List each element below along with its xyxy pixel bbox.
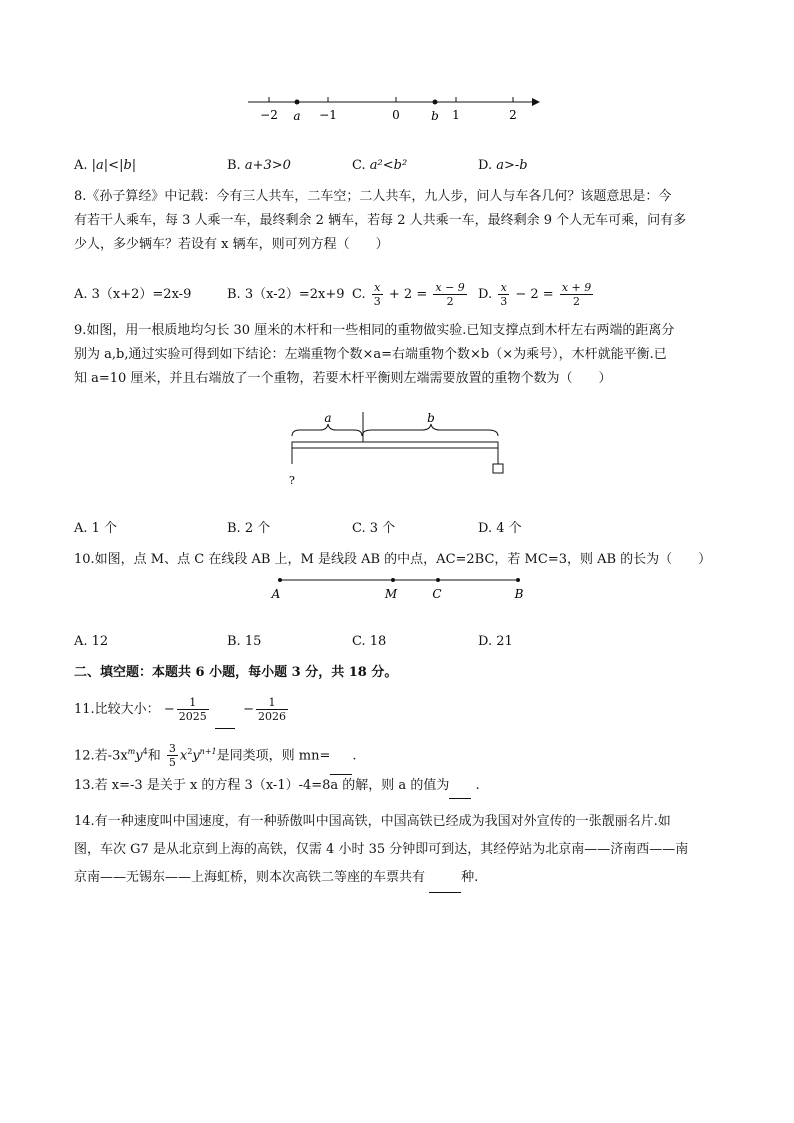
tick-label: b: [431, 109, 439, 123]
q10-option-d: D. 21: [478, 634, 513, 649]
q9-options: [74, 517, 722, 541]
q11-fraction-1: $\frac{1}{2025}$: [178, 696, 207, 723]
q10-option-c: C. 18: [352, 634, 387, 649]
q8-line: 8.《孙子算经》中记载：今有三人共车，二车空；二人共车，九人步，问人与车各几何？该题意思是：今: [74, 189, 672, 204]
q8-options: [74, 278, 722, 312]
q11-minus-2: −: [239, 702, 255, 717]
tick-label: 2: [509, 108, 517, 122]
q8-option-c: C. $\frac{x}{3}$ + 2 = $\frac{x - 9}{2}$: [352, 281, 465, 308]
q10-option-b: B. 15: [227, 634, 262, 649]
section-2-heading: [74, 661, 722, 685]
q11-minus-1: −: [163, 702, 175, 717]
q9-option-a: A. 1 个: [74, 521, 118, 536]
question-11: [74, 692, 722, 728]
q13-text: 13.若 x=-3 是关于 x 的方程 3（x-1）-4=8a 的解，则 a 的值为: [74, 778, 450, 793]
q14-answer-blank[interactable]: [429, 864, 461, 893]
q14-line: 图，车次 G7 是从北京到上海的高铁，仅需 4 小时 35 分钟即可到达，其经停站为北京南——济南西——南: [74, 842, 689, 857]
segment-figure: [266, 572, 536, 604]
q7-options: [74, 154, 722, 178]
q11-prefix: 11.比较大小：: [74, 702, 160, 717]
brace-b: [362, 424, 498, 436]
q14-line: 14.有一种速度叫中国速度，有一种骄傲叫中国高铁，中国高铁已经成为我国对外宣传的一张靓丽名片.如: [74, 814, 671, 829]
right-weight: [493, 464, 503, 473]
q12-answer-blank[interactable]: [330, 738, 352, 775]
left-weight-unknown: ?: [289, 474, 295, 487]
lever-figure: [282, 412, 512, 492]
q12-prefix: 12.若-3x: [74, 748, 128, 764]
point-A: [278, 578, 282, 582]
q10-options: [74, 630, 722, 654]
q7-option-d: D. a>-b: [478, 158, 528, 173]
q14-line: 京南——无锡东——上海虹桥，则本次高铁二等座的车票共有: [74, 870, 426, 885]
brace-a: [292, 424, 362, 436]
point-M: [391, 578, 395, 582]
q8-option-d: D. $\frac{x}{3}$ − 2 = $\frac{x + 9}{2}$: [478, 281, 592, 308]
q8-option-a: A. 3（x+2）=2x-9: [74, 287, 192, 302]
q9-option-c: C. 3 个: [352, 521, 396, 536]
label-b: b: [427, 412, 435, 425]
q8-line: 有若干人乘车，每 3 人乘一车，最终剩余 2 辆车，若每 2 人共乘一车，最终剩余 9 个人无车可乘，问有多: [74, 213, 687, 228]
question-8: [74, 185, 722, 257]
label-B: B: [514, 587, 524, 601]
question-13: 13.若 x=-3 是关于 x 的方程 3（x-1）-4=8a 的解，则 a 的值为 .: [74, 774, 722, 799]
label-A: A: [271, 587, 281, 601]
q9-line: 别为 a,b,通过实验可得到如下结论：左端重物个数×a=右端重物个数×b（×为乘号），木杆就能平衡.已: [74, 347, 667, 362]
q9-option-d: D. 4 个: [478, 521, 522, 536]
q9-line: 知 a=10 厘米，并且右端放了一个重物，若要木杆平衡则左端需要放置的重物个数为（ ）: [74, 371, 612, 386]
number-line-figure: [240, 90, 550, 126]
point-B: [516, 578, 520, 582]
point-a: [295, 100, 300, 105]
tick-label: −2: [260, 108, 278, 122]
q9-line: 9.如图，用一根质地均匀长 30 厘米的木杆和一些相同的重物做实验.已知支撑点到木杆左右两端的距离分: [74, 323, 675, 338]
q7-option-c: C. a²<b²: [352, 158, 408, 173]
point-C: [436, 578, 440, 582]
lever-rod: [292, 442, 498, 448]
label-a: a: [324, 412, 332, 425]
q12-fraction: $\frac{3}{5}$: [168, 742, 176, 770]
q13-answer-blank[interactable]: [449, 774, 471, 799]
q7-option-a: A. |a|<|b|: [74, 158, 137, 173]
question-12: 12.若$-3x^my^4$和 $\frac{3}{5}$ $x^2y^{n+1}$是同类项，则 mn= .: [74, 734, 722, 770]
point-b: [433, 100, 438, 105]
q8-line: 少人，多少辆车？若设有 x 辆车，则可列方程（ ）: [74, 237, 389, 252]
tick-label: 1: [452, 108, 460, 122]
tick-label: −1: [319, 108, 337, 122]
question-10: [74, 548, 722, 572]
tick-label: 0: [392, 108, 400, 122]
q10-option-a: A. 12: [74, 634, 109, 649]
q10-line: 10.如图，点 M、点 C 在线段 AB 上，M 是线段 AB 的中点，AC=2BC，若 MC=3，则 AB 的长为（ ）: [74, 552, 712, 567]
q11-answer-blank[interactable]: [215, 692, 235, 729]
q7-option-b: B. a+3>0: [227, 158, 291, 173]
q8-option-b: B. 3（x-2）=2x+9: [227, 287, 345, 302]
q11-fraction-2: $\frac{1}{2026}$: [258, 696, 287, 723]
question-9: [74, 319, 722, 391]
number-line-arrow: [532, 98, 540, 106]
q9-option-b: B. 2 个: [227, 521, 271, 536]
label-C: C: [432, 587, 442, 601]
question-14: 14.有一种速度叫中国速度，有一种骄傲叫中国高铁，中国高铁已经成为我国对外宣传的一张靓丽名片.如 图，车次 G7 是从北京到上海的高铁，仅需 4 小时 35 分钟即可到达，其经停站为北京南——济南西——南 京南——无锡东——上海虹桥，则本次高铁二等座的车票共有 种.: [74, 808, 722, 893]
section-2-title: 二、填空题：本题共 6 小题，每小题 3 分，共 18 分。: [74, 665, 398, 680]
tick-label: a: [293, 109, 301, 123]
label-M: M: [384, 587, 398, 601]
